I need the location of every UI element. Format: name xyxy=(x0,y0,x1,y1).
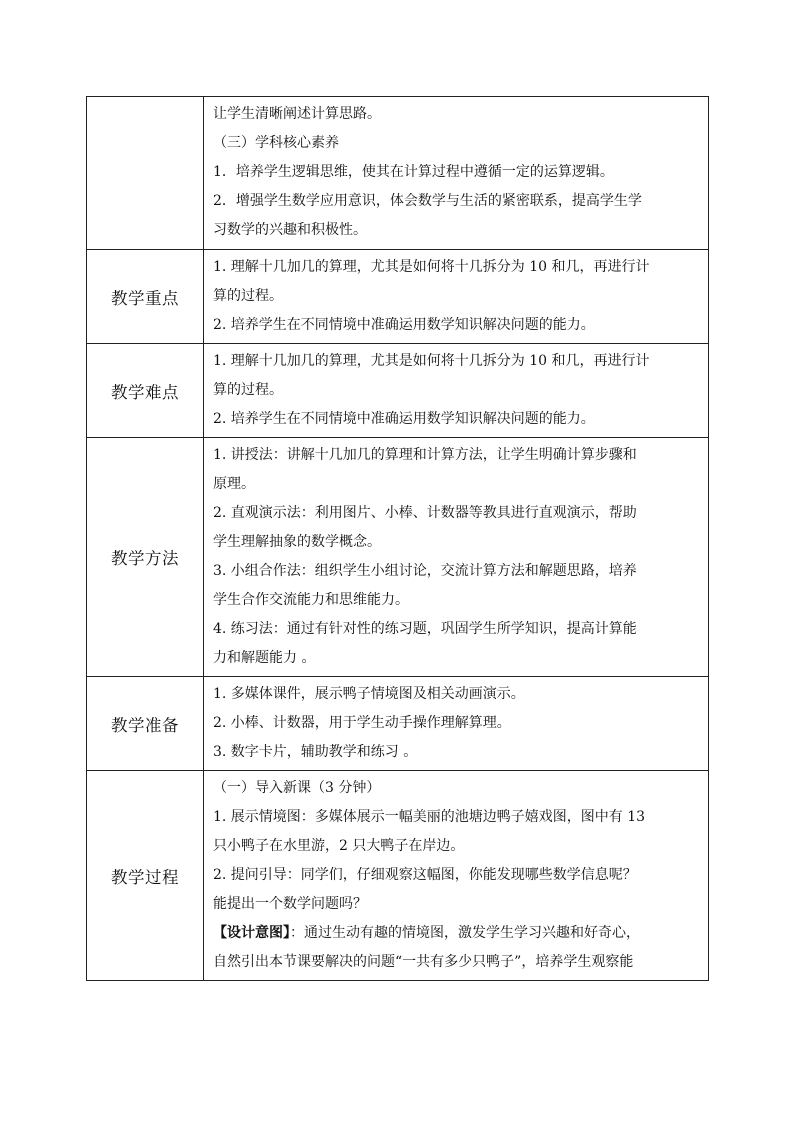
label-text: 教学准备 xyxy=(111,715,179,735)
text-line: 2. 培养学生在不同情境中准确运用数学知识解决问题的能力。 xyxy=(213,411,595,427)
label-text: 教学过程 xyxy=(111,867,179,887)
row-label-empty xyxy=(87,97,204,250)
row-content-difficulties xyxy=(204,344,709,438)
label-text: 教学难点 xyxy=(111,382,179,402)
row-content-core-literacy xyxy=(204,97,709,250)
text-line: 习数学的兴趣和积极性。 xyxy=(213,222,367,238)
table-row xyxy=(87,250,709,344)
section-heading: （一）导入新课（3 分钟） xyxy=(213,780,381,796)
text-line: 算的过程。 xyxy=(213,288,283,304)
text-line: 2. 培养学生在不同情境中准确运用数学知识解决问题的能力。 xyxy=(213,317,595,333)
text-line: 3. 数字卡片，辅助教学和练习 。 xyxy=(213,744,418,760)
text-line: 1．培养学生逻辑思维，使其在计算过程中遵循一定的运算逻辑。 xyxy=(213,164,614,180)
text-line: 1. 展示情境图：多媒体展示一幅美丽的池塘边鸭子嬉戏图，图中有 13 xyxy=(213,809,646,825)
label-text: 教学方法 xyxy=(111,549,179,568)
text-line: 1. 多媒体课件，展示鸭子情境图及相关动画演示。 xyxy=(213,686,525,702)
table-row xyxy=(87,344,709,438)
row-label-preparation xyxy=(87,677,204,771)
row-label-difficulties xyxy=(87,344,204,438)
row-label-methods xyxy=(87,438,204,677)
text-line: 自然引出本节课要解决的问题“一共有多少只鸭子”，培养学生观察能 xyxy=(213,954,634,970)
table-row xyxy=(87,677,709,771)
text-line: 算的过程。 xyxy=(213,382,283,398)
row-content-methods xyxy=(204,438,709,677)
text-line: 学生理解抽象的数学概念。 xyxy=(213,534,381,550)
text-line: 只小鸭子在水里游，2 只大鸭子在岸边。 xyxy=(213,838,465,854)
text-line: 2. 直观演示法：利用图片、小棒、计数器等教具进行直观演示，帮助 xyxy=(213,505,637,521)
text-line: 2．增强学生数学应用意识，体会数学与生活的紧密联系，提高学生学 xyxy=(213,193,642,209)
text-line: 让学生清晰阐述计算思路。 xyxy=(213,106,381,122)
section-heading: （三）学科核心素养 xyxy=(213,135,339,151)
row-content-process xyxy=(204,771,709,981)
table-row xyxy=(87,771,709,981)
text-line: 能提出一个数学问题吗？ xyxy=(213,896,367,912)
label-text: 教学重点 xyxy=(111,288,179,308)
design-intent-text: ：通过生动有趣的情境图，激发学生学习兴趣和好奇心， xyxy=(290,925,640,941)
table-row xyxy=(87,97,709,250)
lesson-plan-table xyxy=(86,96,709,981)
text-line: 1. 理解十几加几的算理，尤其是如何将十几拆分为 10 和几，再进行计 xyxy=(213,353,650,369)
text-line: 力和解题能力 。 xyxy=(213,650,316,666)
table-row xyxy=(87,438,709,677)
text-line: 1. 理解十几加几的算理，尤其是如何将十几拆分为 10 和几，再进行计 xyxy=(213,259,650,275)
text-line: 2. 小棒、计数器，用于学生动手操作理解算理。 xyxy=(213,715,511,731)
row-content-preparation xyxy=(204,677,709,771)
text-line: 1. 讲授法：讲解十几加几的算理和计算方法，让学生明确计算步骤和 xyxy=(213,447,637,463)
text-line: 3. 小组合作法：组织学生小组讨论，交流计算方法和解题思路，培养 xyxy=(213,563,637,579)
row-label-process xyxy=(87,771,204,981)
design-intent-label: 【设计意图】 xyxy=(213,925,290,941)
row-content-key-points xyxy=(204,250,709,344)
text-line: 原理。 xyxy=(213,476,255,492)
text-line: 2. 提问引导：同学们，仔细观察这幅图，你能发现哪些数学信息呢？ xyxy=(213,867,637,883)
text-line: 4. 练习法：通过有针对性的练习题，巩固学生所学知识，提高计算能 xyxy=(213,621,637,637)
text-line: 学生合作交流能力和思维能力。 xyxy=(213,592,409,608)
row-label-key-points xyxy=(87,250,204,344)
design-intent-line xyxy=(213,919,704,948)
